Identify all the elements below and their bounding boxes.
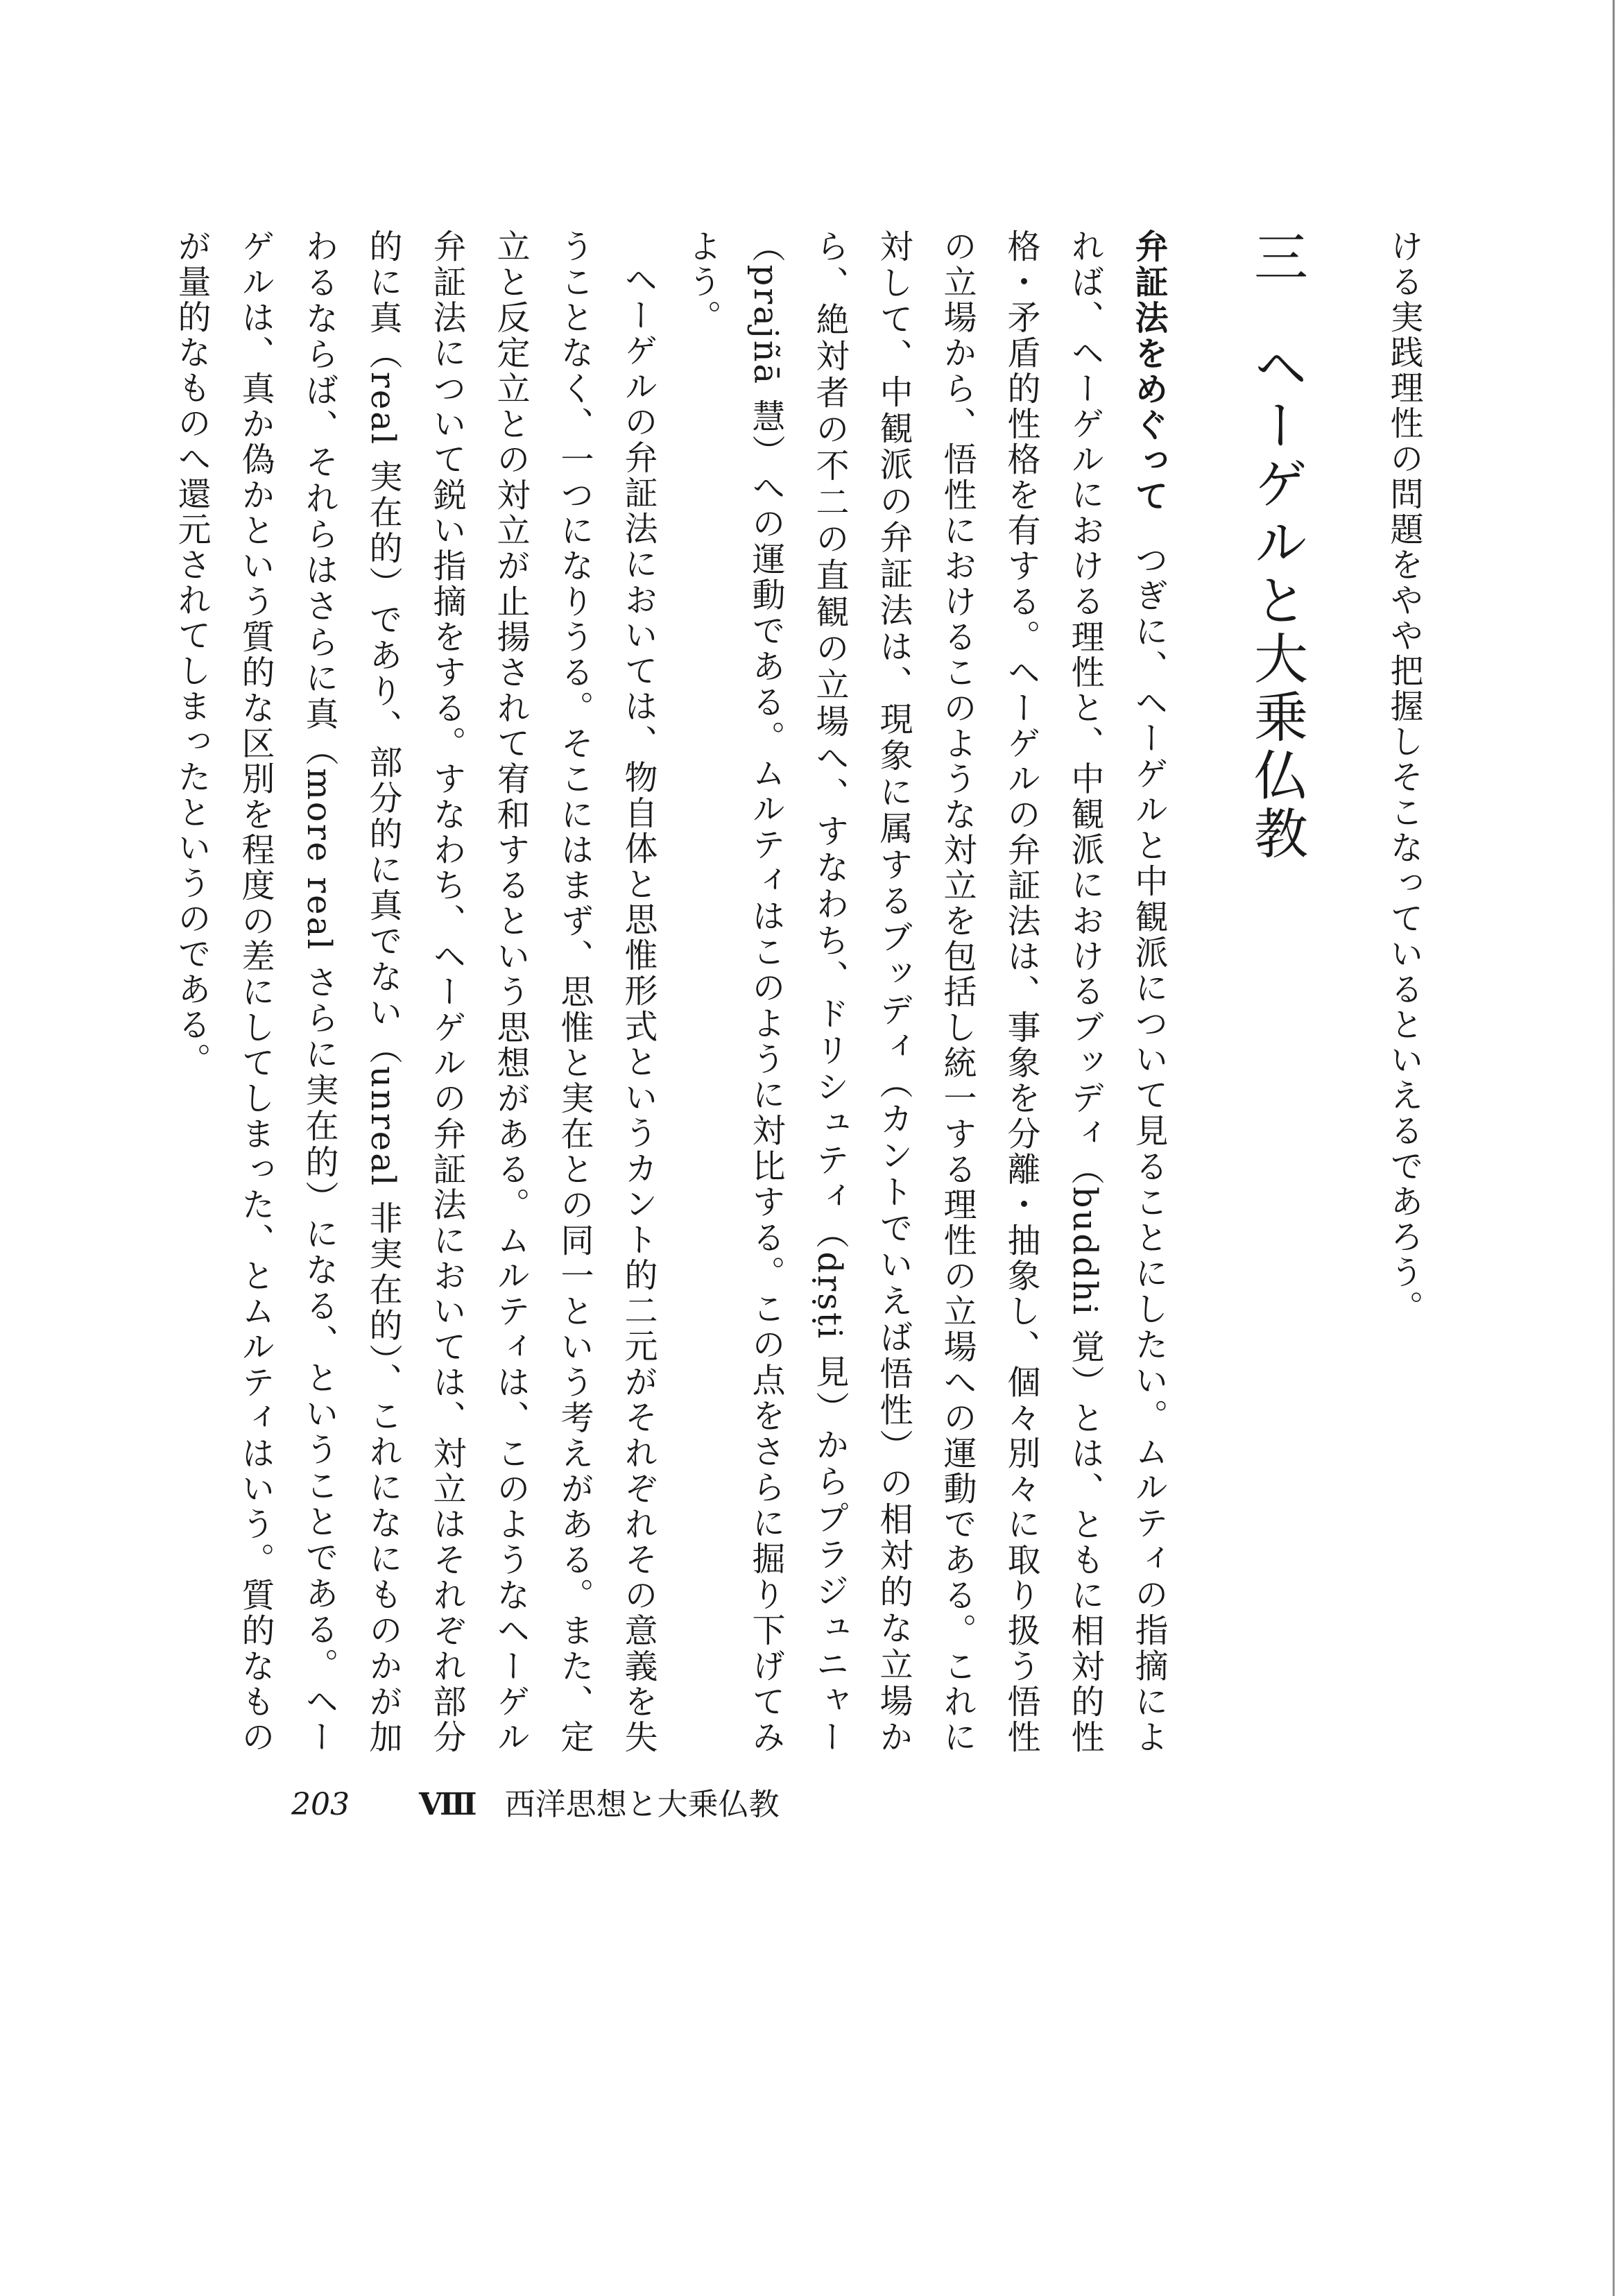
section-title: ヘーゲルと大乗仏教 [1245, 339, 1307, 864]
chapter-number: Ⅷ [418, 1787, 477, 1822]
carry-over-paragraph: ける実践理性の問題をやや把握しそこなっているといえるであろう。 [1384, 229, 1423, 1326]
scan-edge-line [1613, 0, 1615, 2296]
paragraph-dialectics-text: つぎに、ヘーゲルと中観派について見ることにしたい。ムルティの指摘によれば、ヘーゲルにおける理性と、中観派におけるブッディ（buddhi 覚）とは、ともに相対的性格・矛盾的性格を有する。ヘーゲルの弁証法は、事象を分離・抽象し、個々別々に取り扱う悟性の立場から、悟性におけるこのような対立を包括し統一する理性の立場への運動である。これに対して、中観派の弁証法は、現象に属するブッディ（カントでいえば悟性）の相対的な立場から、絶対者の不二の直観の立場へ、すなわち、ドリシュティ（dṛṣṭi 見）からプラジュニャー（prajñā 慧）への運動である。ムルティはこのように対比する。この点をさらに掘り下げてみよう。 [682, 229, 1168, 1756]
run-in-heading: 弁証法をめぐって [1129, 229, 1168, 515]
paragraph-hegel-dialectic: ヘーゲルの弁証法においては、物自体と思惟形式というカント的二元がそれぞれその意義を失うことなく、一つになりうる。そこにはまず、思惟と実在との同一という考えがある。また、定立と反定立との対立が止揚されて宥和するという思想がある。ムルティは、このようなヘーゲル弁証法について鋭い指摘をする。すなわち、ヘーゲルの弁証法においては、対立はそれぞれ部分的に真（real 実在的）であり、部分的に真でない（unreal 非実在的）、これになにものかが加わるならば、それらはさらに真（more real さらに実在的）になる、ということである。ヘーゲルは、真か偽かという質的な区別を程度の差にしてしまった、とムルティはいう。質的なものが量的なものへ還元されてしまったというのである。 [172, 229, 658, 1756]
page-footer [291, 1779, 780, 1824]
chapter-title: 西洋思想と大乗仏教 [504, 1787, 780, 1822]
section-heading [1244, 229, 1308, 1755]
vertical-text-block [160, 229, 1436, 1755]
paragraph-dialectics [670, 229, 1180, 1755]
page-number: 203 [291, 1787, 350, 1822]
section-number: 三 [1245, 229, 1307, 287]
